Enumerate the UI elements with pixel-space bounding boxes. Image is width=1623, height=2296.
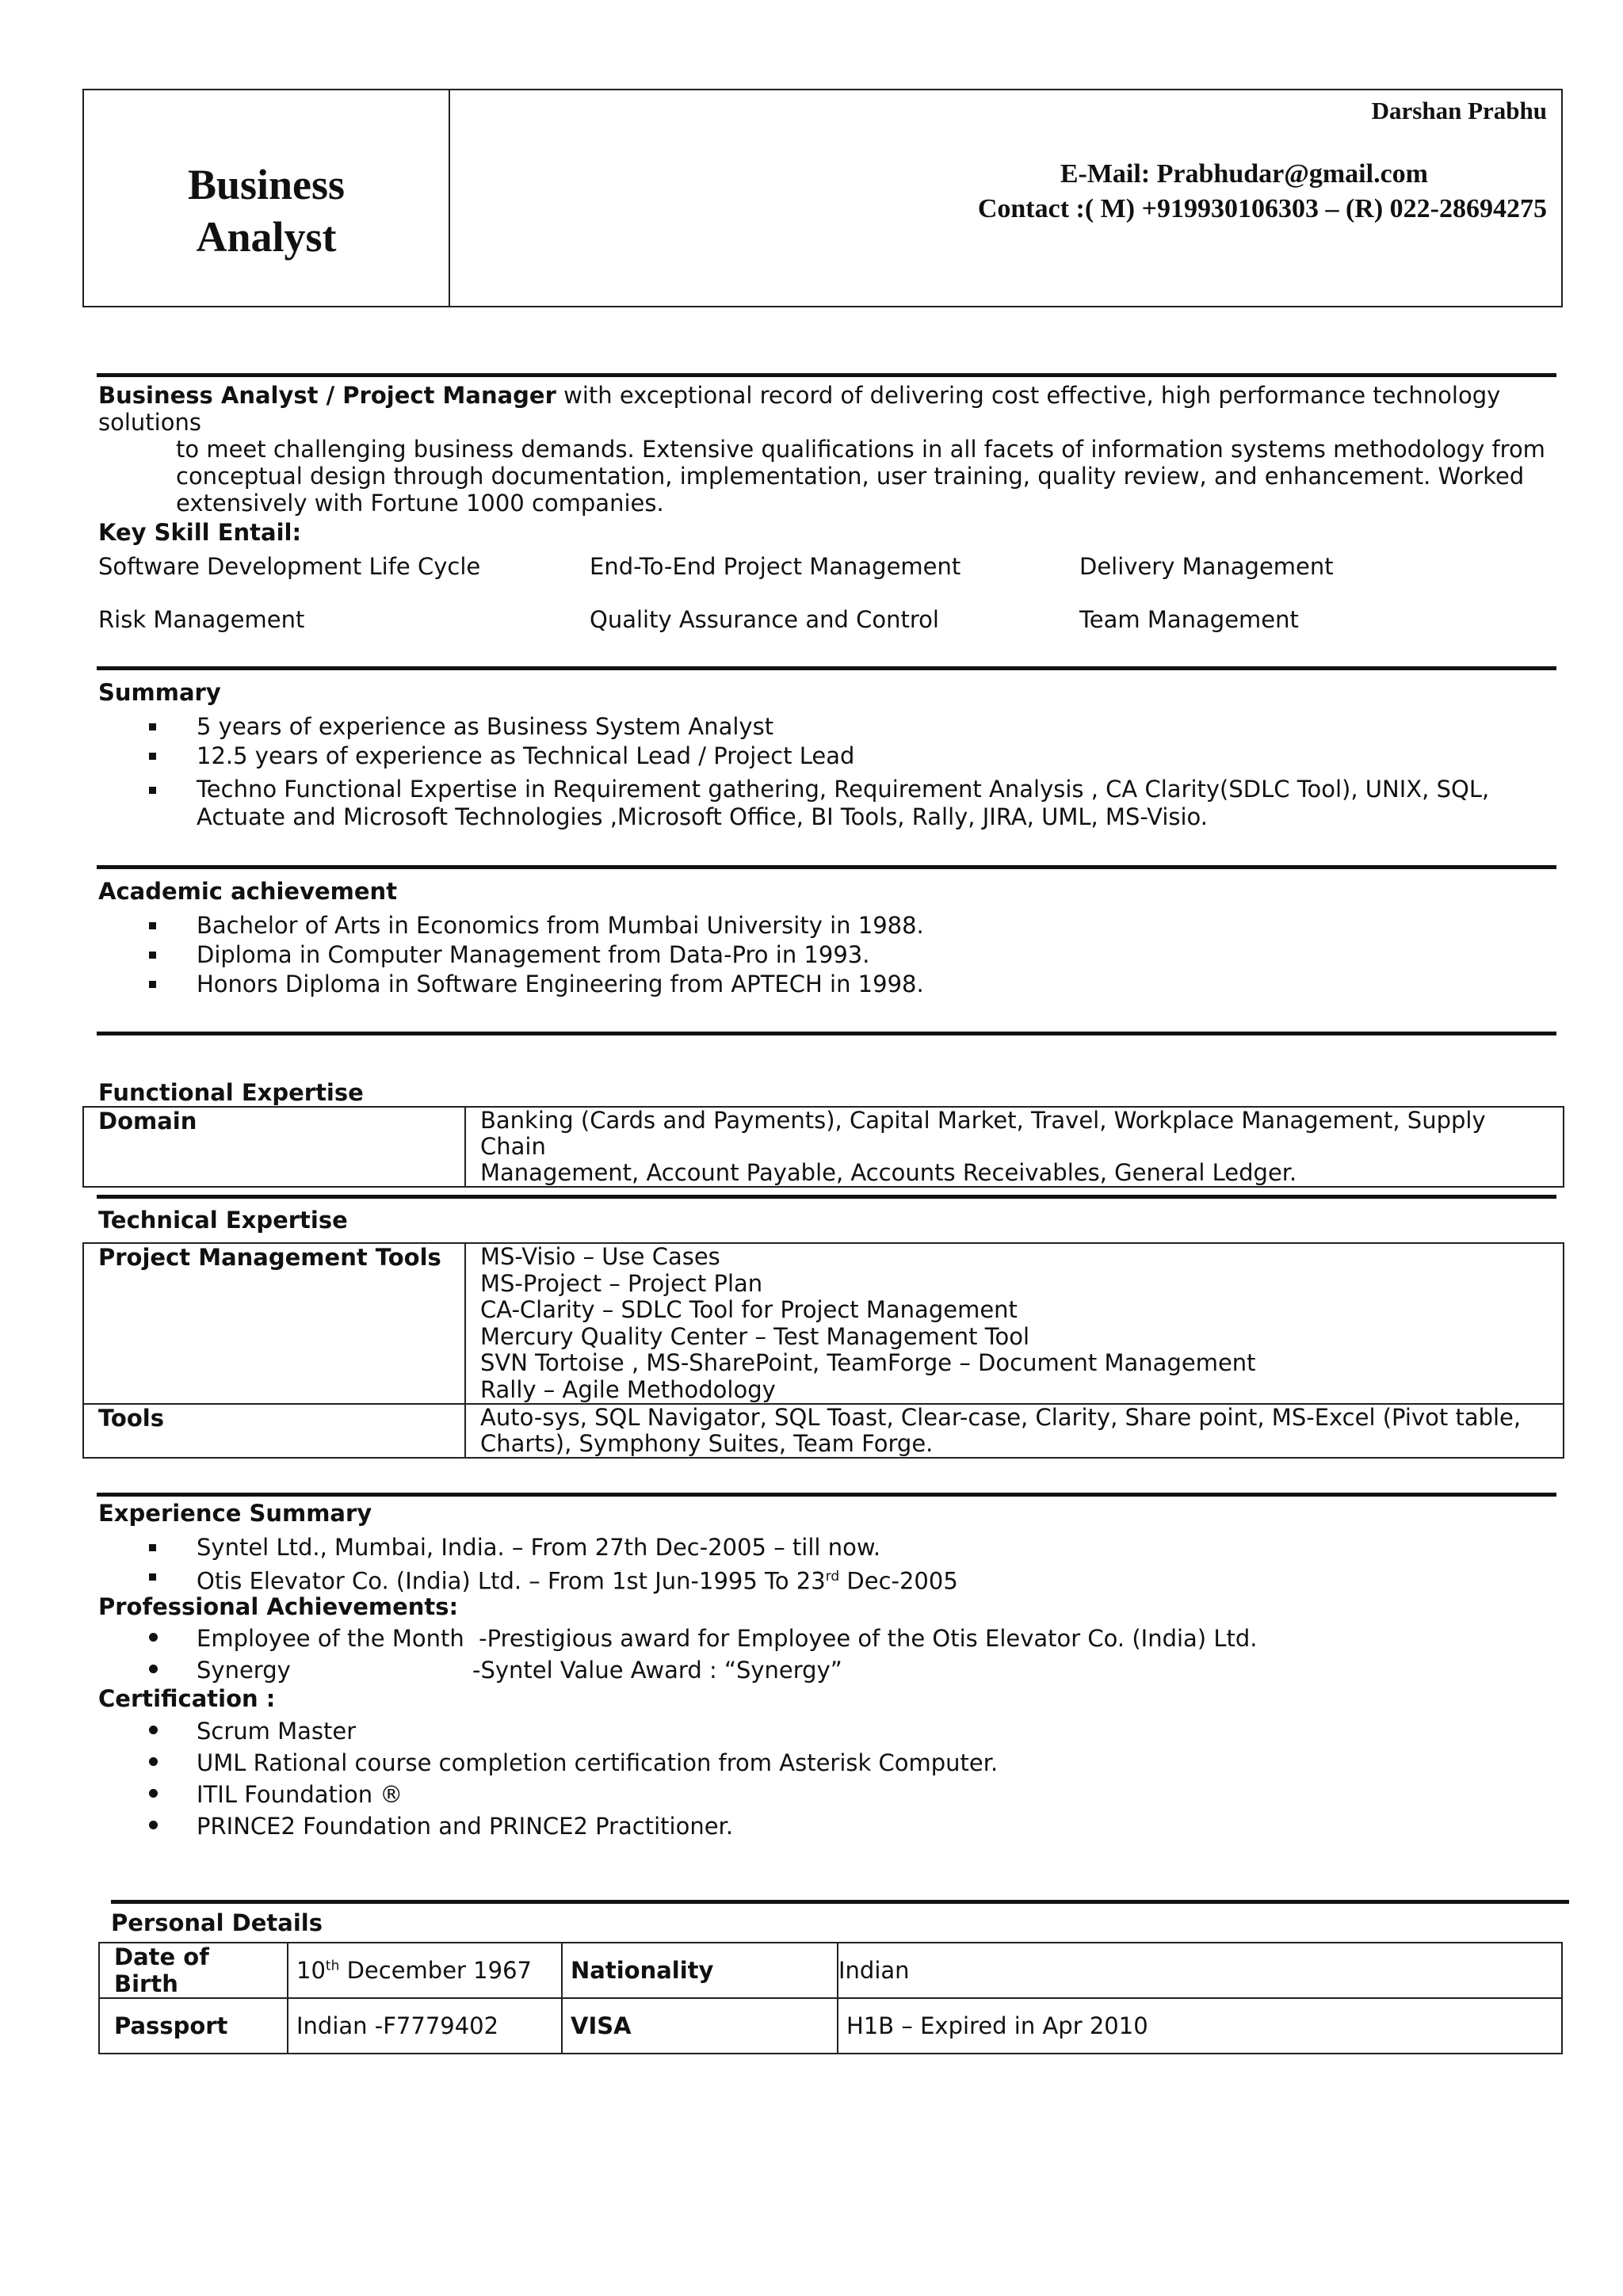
section-rule [97, 373, 1556, 377]
skill-item: Delivery Management [1079, 553, 1334, 580]
functional-table [82, 1106, 1564, 1188]
award-desc: -Prestigious award for Employee of the Otis Elevator Co. (India) Ltd. [479, 1625, 1258, 1652]
award-desc: -Syntel Value Award : “Synergy” [472, 1657, 842, 1684]
contact-line: Contact :( M) +919930106303 – (R) 022-28694275 [977, 194, 1547, 223]
exp-text: Dec-2005 [839, 1567, 958, 1595]
dob-sup: th [325, 1958, 340, 1974]
skill-item: Risk Management [98, 606, 305, 633]
certification-title: Certification : [98, 1685, 276, 1712]
email-line: E-Mail: Prabhudar@gmail.com [1060, 159, 1428, 189]
list-item: Diploma in Computer Management from Data-Pro in 1993. [143, 940, 924, 970]
dob-rest: December 1967 [339, 1957, 532, 1984]
profile-lead: Business Analyst / Project Manager [98, 382, 556, 409]
achievements-list [143, 1623, 1258, 1686]
contact-block [475, 89, 1547, 227]
experience-list [143, 1533, 958, 1596]
nationality-label: Nationality [562, 1943, 838, 1998]
section-rule [111, 1900, 1569, 1904]
profile-line: extensively with Fortune 1000 companies. [176, 490, 664, 517]
pm-tools-value [465, 1243, 1564, 1404]
functional-title: Functional Expertise [98, 1079, 364, 1106]
dob-day: 10 [296, 1957, 326, 1984]
pm-tools-label: Project Management Tools [83, 1243, 465, 1404]
candidate-name: Darshan Prabhu [1371, 97, 1547, 124]
section-rule [97, 865, 1556, 869]
list-item: Scrum Master [143, 1715, 998, 1747]
profile-text: with exceptional record of delivering cost effective, high performance technology solutions [98, 382, 1501, 436]
list-item: Bachelor of Arts in Economics from Mumbai University in 1988. [143, 911, 924, 940]
passport-value: Indian -F7779402 [288, 1998, 562, 2054]
academic-list [143, 911, 924, 999]
list-item-line: Techno Functional Expertise in Requirement gathering, Requirement Analysis , CA Clarity(SDLC Tool), UNIX, SQL, [197, 776, 1490, 803]
list-item [143, 776, 1489, 831]
nationality-value: Indian [838, 1943, 1562, 1998]
list-item: Honors Diploma in Software Engineering from APTECH in 1998. [143, 970, 924, 999]
section-rule [97, 1195, 1556, 1199]
list-item: ITIL Foundation ® [143, 1779, 998, 1810]
visa-value: H1B – Expired in Apr 2010 [838, 1998, 1562, 2054]
skill-item: Software Development Life Cycle [98, 553, 481, 580]
role-title: Business Analyst [187, 161, 346, 261]
tools-label: Tools [83, 1404, 465, 1458]
award-name: Synergy [197, 1657, 291, 1684]
pm-tool-line: MS-Project – Project Plan [480, 1269, 763, 1297]
skill-item: Team Management [1079, 606, 1299, 633]
key-skills-title: Key Skill Entail: [98, 519, 302, 546]
exp-sup: rd [825, 1569, 840, 1585]
passport-label: Passport [99, 1998, 288, 2054]
table-row [83, 1107, 1564, 1187]
achievements-title: Professional Achievements: [98, 1593, 459, 1620]
list-item-line: Actuate and Microsoft Technologies ,Microsoft Office, BI Tools, Rally, JIRA, UML, MS-Visio. [197, 803, 1208, 830]
technical-table [82, 1242, 1564, 1459]
academic-title: Academic achievement [98, 878, 398, 905]
section-rule [97, 666, 1556, 670]
list-item: 5 years of experience as Business System Analyst [143, 712, 1489, 742]
pm-tool-line: MS-Visio – Use Cases [480, 1243, 720, 1270]
list-item: Syntel Ltd., Mumbai, India. – From 27th Dec-2005 – till now. [143, 1533, 958, 1562]
profile-line: to meet challenging business demands. Extensive qualifications in all facets of information systems methodology from [176, 436, 1545, 463]
table-row [83, 1243, 1564, 1404]
list-item [143, 1562, 958, 1596]
domain-label: Domain [83, 1107, 465, 1187]
list-item: PRINCE2 Foundation and PRINCE2 Practitioner. [143, 1810, 998, 1842]
domain-line: Banking (Cards and Payments), Capital Market, Travel, Workplace Management, Supply Chain [480, 1107, 1486, 1160]
domain-value [465, 1107, 1564, 1187]
profile-line: conceptual design through documentation, implementation, user training, quality review, and enhancement. Worked [176, 463, 1525, 490]
visa-label: VISA [562, 1998, 838, 2054]
table-row [99, 1998, 1562, 2054]
skill-item: Quality Assurance and Control [590, 606, 939, 633]
list-item [143, 1623, 1258, 1654]
dob-value [288, 1943, 562, 1998]
list-item [143, 1654, 1258, 1686]
skill-item: End-To-End Project Management [590, 553, 961, 580]
section-rule [97, 1493, 1556, 1497]
section-rule [97, 1032, 1556, 1035]
summary-list [143, 712, 1489, 831]
technical-title: Technical Expertise [98, 1207, 348, 1234]
tools-line: Auto-sys, SQL Navigator, SQL Toast, Clear-case, Clarity, Share point, MS-Excel (Pivot table, [480, 1404, 1522, 1431]
exp-text: Otis Elevator Co. (India) Ltd. – From 1st Jun-1995 To 23 [197, 1567, 826, 1595]
table-row [99, 1943, 1562, 1998]
pm-tool-line: CA-Clarity – SDLC Tool for Project Management [480, 1296, 1018, 1323]
certification-list [143, 1715, 998, 1842]
personal-title: Personal Details [111, 1909, 323, 1936]
table-row [83, 1404, 1564, 1458]
tools-line: Charts), Symphony Suites, Team Forge. [480, 1430, 934, 1457]
pm-tool-line: Mercury Quality Center – Test Management Tool [480, 1322, 1030, 1350]
profile-paragraph [98, 382, 1556, 517]
pm-tool-line: Rally – Agile Methodology [480, 1375, 776, 1403]
tools-value [465, 1404, 1564, 1458]
summary-title: Summary [98, 679, 221, 706]
dob-label: Date of Birth [99, 1943, 288, 1998]
domain-line: Management, Account Payable, Accounts Receivables, General Ledger. [480, 1159, 1297, 1186]
pm-tool-line: SVN Tortoise , MS-SharePoint, TeamForge – Document Management [480, 1349, 1256, 1376]
list-item: UML Rational course completion certification from Asterisk Computer. [143, 1747, 998, 1779]
list-item: 12.5 years of experience as Technical Lead / Project Lead [143, 742, 1489, 771]
experience-title: Experience Summary [98, 1500, 372, 1527]
award-name: Employee of the Month [197, 1625, 464, 1652]
personal-table [98, 1942, 1563, 2054]
